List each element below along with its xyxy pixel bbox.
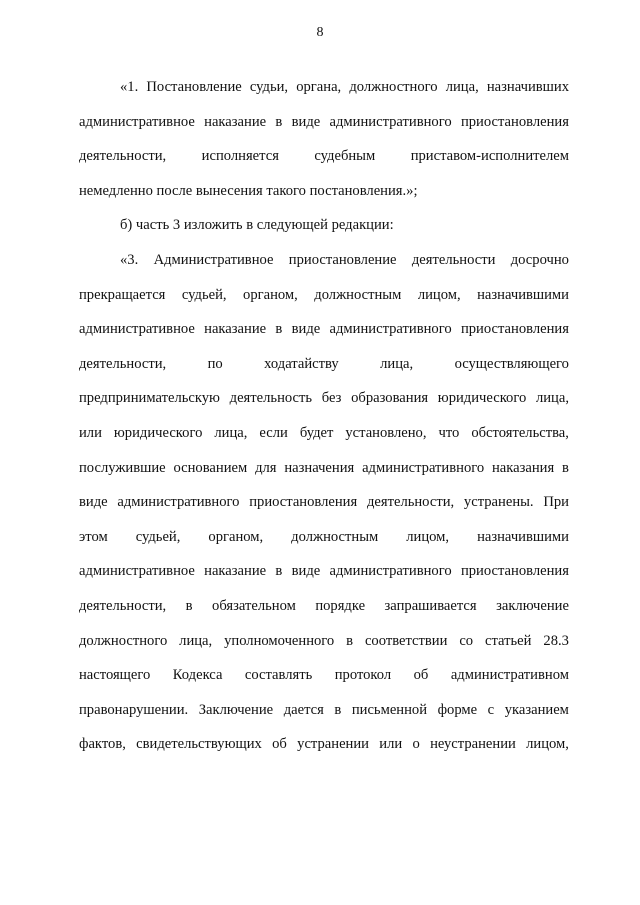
word: этом: [79, 528, 108, 545]
word: если: [259, 424, 288, 441]
word: административного: [329, 113, 452, 130]
word: назначившими: [477, 286, 569, 303]
word: статьей: [485, 632, 532, 649]
word: осуществляющего: [454, 355, 569, 372]
word: должностного: [349, 79, 438, 95]
text-line: [79, 174, 569, 209]
word: письменной: [351, 701, 428, 718]
word: запрашивается: [384, 597, 477, 614]
word: правонарушении.: [79, 701, 189, 718]
word: в: [185, 597, 193, 614]
word: должностным: [314, 286, 402, 303]
word: административного: [117, 494, 240, 511]
word: основанием: [173, 459, 248, 476]
word: неустранении: [430, 736, 516, 753]
word: лица,: [179, 632, 213, 649]
word: юридического: [113, 424, 203, 441]
word: лица,: [535, 390, 569, 407]
word: Кодекса: [172, 667, 223, 684]
text-line: [79, 624, 569, 659]
text-line: [79, 278, 569, 313]
word: административное: [79, 321, 195, 338]
word: органом,: [243, 286, 298, 303]
word: в: [275, 563, 283, 580]
word: по: [207, 355, 223, 372]
word: административного: [362, 459, 485, 476]
word: должностного: [79, 632, 168, 649]
body-text: [79, 70, 569, 762]
word: виде: [291, 113, 321, 130]
word: наказание: [204, 113, 267, 130]
word: административное: [79, 563, 195, 580]
word: обстоятельства,: [471, 424, 569, 441]
word: прекращается: [79, 286, 166, 303]
word: в: [346, 632, 354, 649]
text-line: [79, 381, 569, 416]
text-line: [79, 520, 569, 555]
word: виде: [291, 563, 321, 580]
word: назначившими: [477, 528, 569, 545]
word: устранены.: [463, 494, 534, 511]
word: судебным: [314, 148, 376, 165]
text-line: [79, 312, 569, 347]
text-line: [79, 658, 569, 693]
text-line: [79, 693, 569, 728]
word: приостановления: [249, 494, 358, 511]
word: приостановления: [460, 321, 569, 338]
word: или: [379, 736, 403, 753]
word: приостановления: [460, 113, 569, 130]
word: органа,: [296, 79, 342, 95]
word: в: [562, 459, 569, 476]
text-line: [79, 70, 569, 105]
word: послужившие: [79, 459, 166, 476]
word: Постановление: [146, 79, 242, 95]
word: приставом-исполнителем: [410, 148, 569, 165]
word: порядке: [315, 597, 366, 614]
word: с: [487, 701, 495, 718]
line-text: немедленно после вынесения такого постановления.»;: [79, 182, 418, 199]
word: «3.: [120, 251, 139, 268]
word: Заключение: [198, 701, 274, 718]
word: деятельности,: [79, 597, 167, 614]
word: устранении: [297, 736, 369, 753]
word: назначения: [284, 459, 355, 476]
word: «1.: [120, 79, 139, 95]
word: лицом,: [406, 528, 450, 545]
text-line: [79, 139, 569, 174]
word: фактов,: [79, 736, 126, 753]
word: административного: [329, 563, 452, 580]
word: заключение: [496, 597, 569, 614]
text-line: [79, 208, 569, 243]
word: деятельности: [411, 251, 496, 268]
word: должностным: [291, 528, 379, 545]
word: об: [272, 736, 287, 753]
word: указанием: [504, 701, 569, 718]
word: в: [275, 113, 283, 130]
text-line: [79, 554, 569, 589]
word: исполняется: [201, 148, 279, 165]
text-line: [79, 451, 569, 486]
word: без: [321, 390, 342, 407]
word: или: [79, 424, 102, 441]
word: установлено,: [345, 424, 427, 441]
word: дается: [283, 701, 324, 718]
word: административное: [79, 113, 195, 130]
word: что: [438, 424, 460, 441]
word: лицом,: [526, 736, 569, 753]
word: для: [255, 459, 277, 476]
text-line: [79, 243, 569, 278]
word: уполномоченного: [224, 632, 335, 649]
word: обязательном: [212, 597, 296, 614]
word: соответствии: [364, 632, 448, 649]
word: в: [275, 321, 283, 338]
word: ходатайству: [264, 355, 339, 372]
word: форме: [437, 701, 478, 718]
word: наказание: [204, 321, 267, 338]
word: свидетельствующих: [136, 736, 262, 753]
word: деятельности,: [79, 148, 167, 165]
word: лица,: [214, 424, 248, 441]
word: судьей,: [181, 286, 227, 303]
word: лица,: [445, 79, 479, 95]
word: виде: [291, 321, 321, 338]
word: административного: [329, 321, 452, 338]
word: лица,: [380, 355, 414, 372]
word: административном: [450, 667, 569, 684]
word: о: [412, 736, 420, 753]
word: судьей,: [135, 528, 181, 545]
word: деятельность: [229, 390, 313, 407]
word: наказания: [492, 459, 555, 476]
word: юридического: [437, 390, 527, 407]
word: со: [459, 632, 474, 649]
word: наказание: [204, 563, 267, 580]
word: предпринимательскую: [79, 390, 220, 407]
word: об: [413, 667, 429, 684]
word: приостановления: [460, 563, 569, 580]
word: досрочно: [510, 251, 569, 268]
text-line: [79, 347, 569, 382]
word: лицом,: [417, 286, 461, 303]
word: образования: [351, 390, 429, 407]
word: составлять: [244, 667, 313, 684]
word: настоящего: [79, 667, 151, 684]
line-text: б) часть 3 изложить в следующей редакции:: [120, 217, 394, 234]
word: 28.3: [543, 632, 569, 649]
text-line: [79, 485, 569, 520]
text-line: [79, 727, 569, 762]
word: протокол: [334, 667, 392, 684]
word: При: [543, 494, 569, 511]
word: органом,: [208, 528, 264, 545]
word: Административное: [153, 251, 274, 268]
word: в: [334, 701, 342, 718]
word: деятельности,: [366, 494, 455, 511]
text-line: [79, 589, 569, 624]
word: назначивших: [486, 79, 569, 95]
word: судьи,: [249, 79, 289, 95]
word: деятельности,: [79, 355, 167, 372]
word: виде: [79, 494, 108, 511]
word: будет: [299, 424, 334, 441]
text-line: [79, 416, 569, 451]
text-line: [79, 105, 569, 140]
word: приостановление: [288, 251, 397, 268]
page-number: 8: [316, 25, 324, 40]
